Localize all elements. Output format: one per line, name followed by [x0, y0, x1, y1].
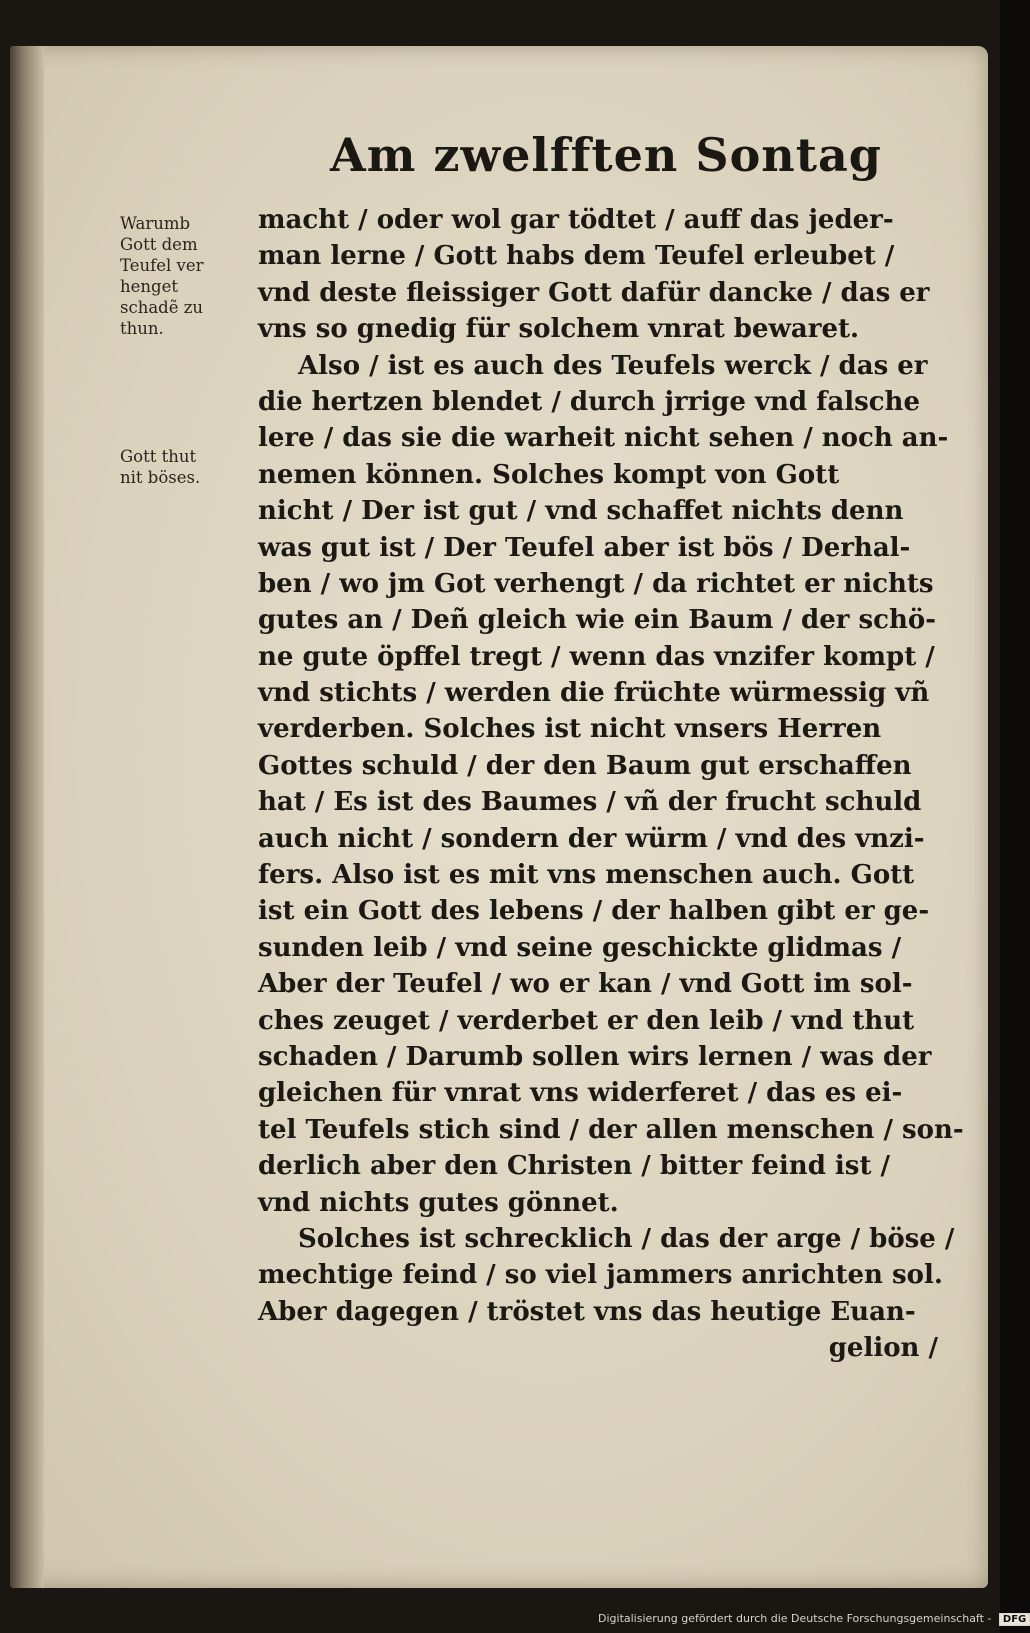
- text-line: hat / Es ist des Baumes / vñ der frucht schuld: [258, 787, 922, 818]
- text-line: ist ein Gott des lebens / der halben gibt er ge-: [258, 896, 930, 927]
- text-line: ches zeuget / verderbet er den leib / vnd thut: [258, 1005, 915, 1036]
- running-head: Am zwelfften Sontag: [330, 128, 882, 182]
- text-line: vns so gnedig für solchem vnrat bewaret.: [258, 314, 860, 345]
- text-line: verderben. Solches ist nicht vnsers Herren: [258, 714, 882, 745]
- margin-note-line: Gott thut: [120, 447, 197, 466]
- text-line: fers. Also ist es mit vns menschen auch. Gott: [258, 860, 915, 891]
- text-line: sunden leib / vnd seine geschickte glidmas /: [258, 932, 902, 963]
- text-line: derlich aber den Christen / bitter feind ist /: [258, 1151, 890, 1182]
- margin-note-line: nit böses.: [120, 468, 201, 487]
- margin-note-line: Gott dem: [120, 235, 198, 254]
- page-gutter: [10, 46, 44, 1588]
- text-line: auch nicht / sondern der würm / vnd des vnzi-: [258, 823, 925, 854]
- text-line: Solches ist schrecklich / das der arge / böse /: [298, 1223, 955, 1254]
- text-line: tel Teufels stich sind / der allen menschen / son-: [258, 1114, 964, 1145]
- margin-note-line: Warumb: [120, 214, 191, 233]
- margin-note-line: schadẽ zu: [120, 298, 204, 317]
- margin-note: [120, 446, 255, 488]
- text-line: man lerne / Gott habs dem Teufel erleubet /: [258, 241, 895, 272]
- text-line: vnd deste fleissiger Gott dafür dancke / das er: [258, 277, 930, 308]
- text-line: lere / das sie die warheit nicht sehen / noch an-: [258, 423, 949, 454]
- text-line: die hertzen blendet / durch jrrige vnd falsche: [258, 386, 920, 417]
- text-line: vnd stichts / werden die früchte würmessig vñ: [258, 678, 930, 709]
- margin-note: [120, 213, 255, 339]
- text-line: gutes an / Deñ gleich wie ein Baum / der schö-: [258, 605, 937, 636]
- text-line: Gottes schuld / der den Baum gut erschaffen: [258, 750, 912, 781]
- text-line: schaden / Darumb sollen wirs lernen / was der: [258, 1041, 932, 1072]
- text-line: was gut ist / Der Teufel aber ist bös / Derhal-: [258, 532, 911, 563]
- digitization-credit: [598, 1612, 1030, 1626]
- margin-note-line: Teufel ver: [120, 256, 204, 275]
- text-line: mechtige feind / so viel jammers anrichten sol.: [258, 1260, 943, 1291]
- body-text: [258, 202, 964, 1367]
- text-line: ben / wo jm Got verhengt / da richtet er nichts: [258, 568, 934, 599]
- text-line: macht / oder wol gar tödtet / auff das jeder-: [258, 205, 894, 235]
- dfg-logo: DFG: [999, 1613, 1030, 1626]
- credit-text: Digitalisierung gefördert durch die Deutsche Forschungsgemeinschaft -: [598, 1612, 992, 1625]
- text-line: vnd nichts gutes gönnet.: [258, 1187, 619, 1218]
- text-line: Aber der Teufel / wo er kan / vnd Gott im sol-: [258, 969, 913, 1000]
- text-line: Aber dagegen / tröstet vns das heutige Euan-: [258, 1296, 916, 1327]
- text-line: Also / ist es auch des Teufels werck / das er: [298, 350, 928, 381]
- text-line: gelion /: [828, 1333, 938, 1364]
- text-line: nemen können. Solches kompt von Gott: [258, 459, 840, 490]
- text-line: gleichen für vnrat vns widerferet / das es ei-: [258, 1078, 903, 1109]
- margin-note-line: henget: [120, 277, 178, 296]
- text-line: ne gute öpffel tregt / wenn das vnzifer kompt /: [258, 641, 935, 672]
- text-line: nicht / Der ist gut / vnd schaffet nichts denn: [258, 496, 904, 527]
- margin-note-line: thun.: [120, 319, 164, 338]
